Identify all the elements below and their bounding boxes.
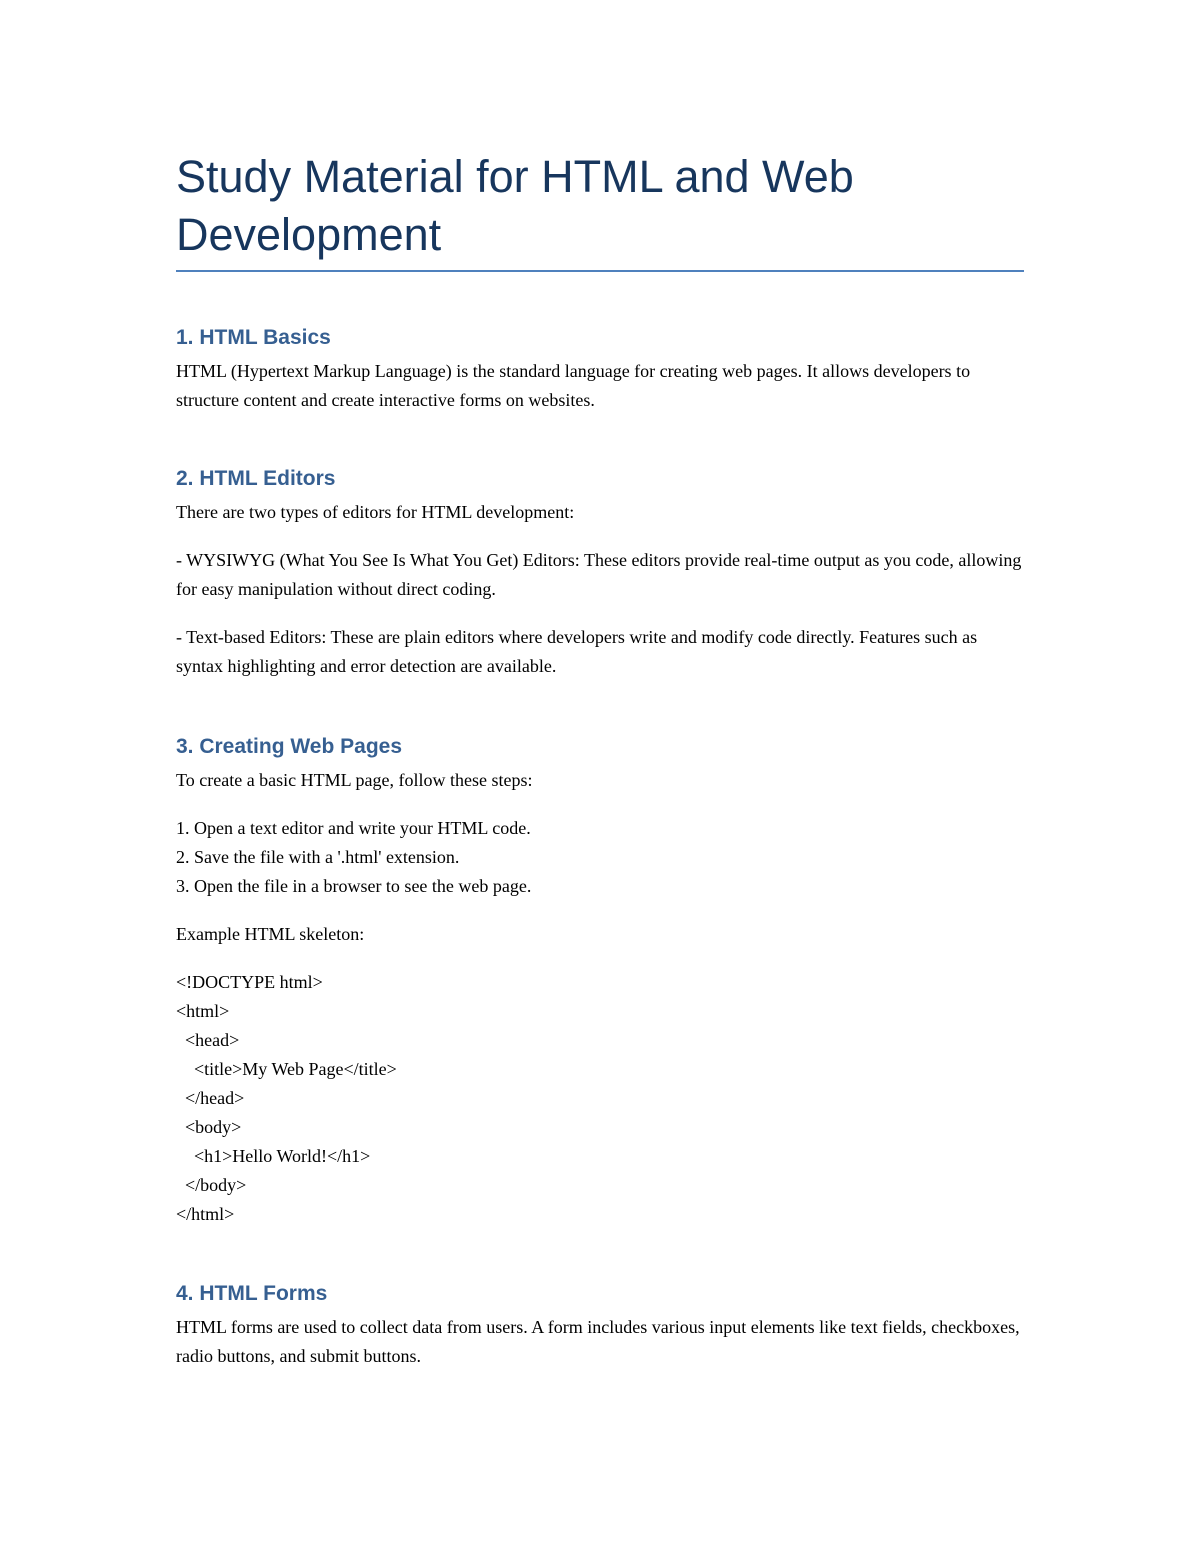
document-title: Study Material for HTML and Web Development <box>176 151 854 260</box>
code-line: <body> <box>176 1117 242 1137</box>
step-item: 2. Save the file with a '.html' extension. <box>176 847 460 867</box>
example-label: Example HTML skeleton: <box>176 924 365 944</box>
section-heading-creating-web-pages: 3. Creating Web Pages <box>176 735 403 758</box>
editor-type-text-based: - Text-based Editors: These are plain editors where developers write and modify code directly. Features such as syntax highlighting and error detection are available. <box>176 627 978 676</box>
step-item: 3. Open the file in a browser to see the web page. <box>176 876 532 896</box>
section-intro-html-editors: There are two types of editors for HTML development: <box>176 502 575 522</box>
section-intro-creating-web-pages: To create a basic HTML page, follow these steps: <box>176 770 533 790</box>
section-paragraph-html-forms: HTML forms are used to collect data from users. A form includes various input elements like text fields, checkboxes, radio buttons, and submit buttons. <box>176 1317 1020 1366</box>
editor-type-wysiwyg: - WYSIWYG (What You See Is What You Get) Editors: These editors provide real-time output as you code, allowing for easy manipulation without direct coding. <box>176 550 1022 599</box>
title-underline <box>176 270 1024 272</box>
code-line: <!DOCTYPE html> <box>176 972 323 992</box>
code-line: </body> <box>176 1175 247 1195</box>
steps-list <box>176 814 1026 901</box>
section-heading-html-editors: 2. HTML Editors <box>176 467 336 490</box>
code-line: <html> <box>176 1001 230 1021</box>
section-paragraph-html-basics: HTML (Hypertext Markup Language) is the standard language for creating web pages. It allows developers to structure content and create interactive forms on websites. <box>176 361 971 410</box>
code-line: <h1>Hello World!</h1> <box>176 1146 371 1166</box>
section-heading-html-forms: 4. HTML Forms <box>176 1282 328 1305</box>
step-item: 1. Open a text editor and write your HTML code. <box>176 818 531 838</box>
code-line: <title>My Web Page</title> <box>176 1059 397 1079</box>
code-example <box>176 968 1026 1229</box>
document-body <box>176 148 1026 1371</box>
code-line: </head> <box>176 1088 245 1108</box>
section-heading-html-basics: 1. HTML Basics <box>176 326 331 349</box>
code-line: <head> <box>176 1030 240 1050</box>
code-line: </html> <box>176 1204 235 1224</box>
